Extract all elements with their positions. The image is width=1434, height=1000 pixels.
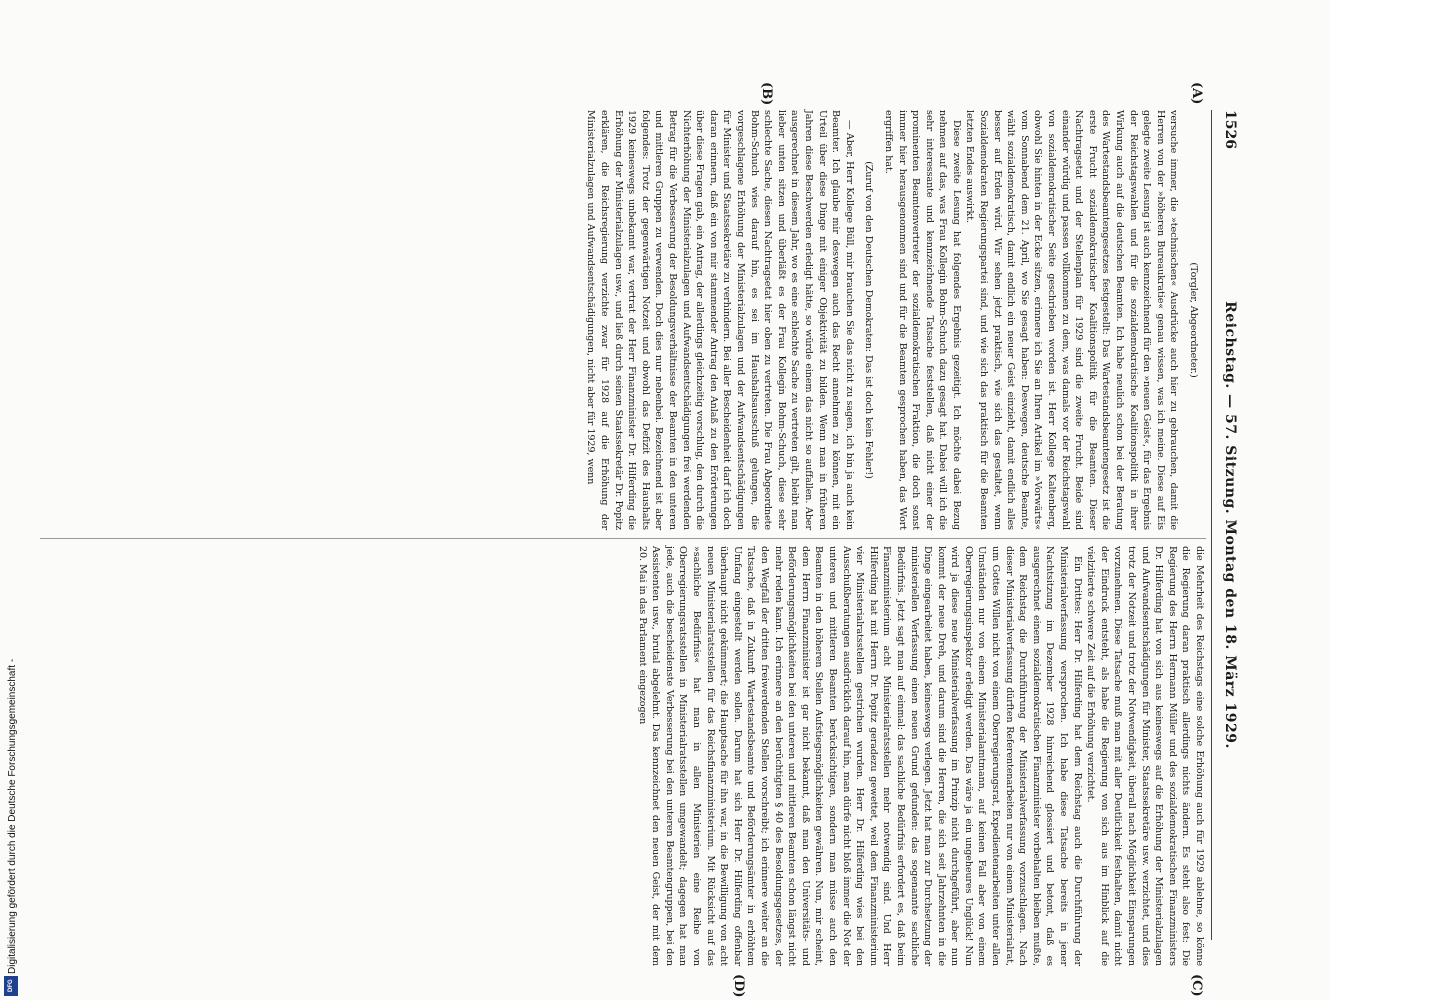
column-divider bbox=[40, 538, 1206, 539]
margin-marker-c: (C) bbox=[1189, 974, 1204, 997]
margin-marker-b: (B) bbox=[759, 82, 774, 106]
margin-marker-a: (A) bbox=[1189, 82, 1204, 105]
page-title: Reichstag. — 57. Sitzung. Montag den 18. März 1929. bbox=[1222, 301, 1238, 749]
page-number: 1526 bbox=[1222, 110, 1238, 149]
interjection: (Zuruf von den Deutschen Demokraten: Das ist doch kein Fehler!) bbox=[863, 161, 875, 479]
paragraph: die Mehrheit des Reichstags eine solche Erhöhung auch für 1929 ablehne, so könne die Regierung daran praktisch allerdings nichts ändern. Es steht also fest: Die Regierung des Herrn Hermann Müller und des sozialdemokratischen Finanzministers Dr. Hilferding hat von sich aus keineswegs auf die Erhöhung der Ministerialzulagen und Aufwandsentschädigungen für Minister, Staatssekretäre usw. verzichtet, und dies trotz der Notzeit und trotz der Notwendigkeit, überall nach Möglichkeit Einsparungen vorzunehmen. Diese Tatsache muß man mit aller Deutlichkeit festhalten, damit nicht der Eindruck entsteht, als habe die Regierung von sich aus im Hinblick auf die vielzitierte schwere Zeit auf die Erhöhung verzichtet. bbox=[1085, 546, 1205, 966]
margin-marker-d: (D) bbox=[731, 974, 746, 998]
speaker-line: (Torgler, Abgeordneter.) bbox=[1188, 262, 1199, 378]
header-rule bbox=[1211, 110, 1212, 940]
paragraph: Ein Drittes: Herr Dr. Hilferding hat dem Reichstag auch die Durchführung der Ministerialverfassung versprochen. Ich habe diese Tatsache bereits in jener Nachtsitzung im Dezember 1928 hinreichend glossiert und betont, daß es ausgerechnet einem sozialdemokratischen Finanzminister vorbehalten bleiben mußte, dem Reichstag die Durchführung der Ministerialverfassung vorzuschlagen. Nach dieser Ministerialverfassung dürften Referentenarbeiten nur von einem Ministerialrat, um Gottes Willen nicht von einem Oberregierungsrat, Expedientenarbeiten unter allen Umständen nur von einem Ministerialamtmann, auf keinen Fall aber von einem Oberregierungsinspektor erledigt werden. Das wäre ja ein ungeheures Unglück! Nun wird ja diese neue Ministerialverfassung im Prinzip nicht durchgeführt, aber nun kommt der neue Dreh, und darum sind die Herren, die sich seit Jahrzehnten in die Dinge eingearbeitet haben, keineswegs verlegen. Jetzt hat man zur Durchsetzung der ministeriellen Verfassung einen neuen Grund gefunden: das sogenannte sachliche Bedürfnis. Jetzt sagt man auf einmal: das sachliche Bedürfnis erfordert es, daß beim Finanzministerium acht Ministerialratsstellen mehr notwendig sind. Und Herr Hilferding hat mit Herrn Dr. Popitz geradezu gewettet, weil dem Finanzministerium vier Ministerialratsstellen gestrichen wurden. Herr Dr. Hilferding wies bei den Ausschußberatungen ausdrücklich darauf hin, man dürfe nicht bloß immer die Not der unteren und mittleren Beamten berücksichtigen, sondern man müsse auch den Beamten in den höheren Stellen Aufstiegsmöglichkeiten gewähren. Nun, mir scheint, dem Herrn Finanzminister ist gar nicht bekannt, daß man den Universitäts- und Beförderungsmöglichkeiten bei den unteren und mittleren Beamten schon längst nicht mehr reden kann. Ich erinnere an den berüchtigten § 40 des Besoldungsgesetzes, der den Wegfall der dritten freiwerdenden Stellen vorschreibt; ich erinnere weiter an die Tatsache, daß in Zukunft Wartestandsbeamte und Beförderungsämter in erhöhtem Umfang eingestellt werden sollen. Darum hat sich Herr Dr. Hilferding offenbar überhaupt nicht gekümmert; die Hauptsache für ihn war, in die Bewilligung von acht neuen Ministerialratsstellen für das Reichsfinanzministerium. Mit Rücksicht auf das »sachliche Bedürfnis« hat man in allen Ministerien eine Reihe von Oberregierungsratsstellen in Ministerialratsstellen umgewandelt; dagegen hat man jede, auch die bescheidenste Verbesserung bei den unteren Beamtengruppen, bei den Assistenten usw., brutal abgelehnt. Das kennzeichnet den neuen Geist, der mit dem 20. Mai in das Parlament eingezogen bbox=[636, 546, 1083, 966]
right-column bbox=[40, 546, 1206, 966]
left-column bbox=[40, 110, 1206, 530]
page-header bbox=[1214, 110, 1238, 940]
dfg-logo-icon: DFG bbox=[4, 976, 18, 996]
paragraph: Diese zweite Lesung hat folgendes Ergebnis gezeitigt. Ich möchte dabei Bezug nehmen auf das, was Frau Kollegin Bohm-Schuch dazu gesagt hat. Dabei will ich die sehr interessante und kennzeichnende Tatsache feststellen, daß nicht einer der prominenten Beamtenvertreter der sozialdemokratischen Fraktion, die doch sonst immer hier herausgenommen sind und für die Beamten gesprochen haben, das Wort ergriffen hat. bbox=[882, 110, 962, 530]
footer-credit: Digitalisierung gefördert durch die Deutsche Forschungsgemeinschaft - bbox=[7, 658, 18, 974]
paragraph: — Aber, Herr Kollege Büll, mir brauchen Sie das nicht zu sagen, ich bin ja auch kein Beamter. Ich glaube mir deswegen auch das Recht annehmen zu können, mit ein Urteil über diese Dinge mit einiger Objektivität zu bilden. Wenn man in früheren Jahren diese Beschwerden erledigt hätte, so würde einem das nicht so auffallen. Aber ausgerechnet in diesem Jahr, wo es eine schlechte Sache zu vertreten gilt, bleibt man lieber unten sitzen und überläßt es der Frau Kollegin Bohm-Schuch, diese sehr schlechte Sache, diesen Nachtragsetat hier oben zu vertreten. Die Frau Abgeordnete Bohm-Schuch wies darauf hin, es sei im Haushaltsausschuß gelungen, die vorgeschlagene Erhöhung der Ministerialzulagen und der Aufwandsentschädigungen für Minister und Staatssekretäre zu verhindern. Bei aller Bescheidenheit darf ich doch daran erinnern, daß ein von mir stammender Antrag den Anlaß zu den Erörterungen über diese Fragen gab, ein Antrag, der allerdings gleichzeitig vorschlug, den durch die Nichterhöhung der Ministerialzulagen und Aufwandsentschädigungen frei werdenden Betrag für die Verbesserung der Besoldungsverhältnisse der Beamten in den unteren und mittleren Gruppen zu verwenden. Doch dies nur nebenbei. Bezeichnend ist aber folgendes: Trotz der gegenwärtigen Notzeit und obwohl das Defizit des Haushalts 1929 keineswegs unbekannt war, vertrat der Herr Finanzminister Dr. Hilferding die Erhöhung der Ministerialzulagen usw., und ließ durch seinen Staatssekretär Dr. Popitz erklären, die Reichsregierung verzichte zwar für 1928 auf die Erhöhung der Ministerialzulagen und Aufwandsentschädigungen, nicht aber für 1929, wenn bbox=[585, 110, 855, 530]
digitization-footer bbox=[2, 8, 20, 998]
paragraph: versuche immer, die »technischen« Ausdrücke auch hier zu gebrauchen, damit die Herren von der »höheren Bureaukratie« genau wissen, was ich meine. Diese auf Eis gelegte zweite Lesung ist auch kennzeichnend für den »neuen Geist«, für das Ergebnis der Reichstagswahlen und für die sozialdemokratische Koalitionspolitik in ihrer Wirkung auch auf die deutschen Beamten. Ich habe neulich schon bei der Beratung des Wartestandsbeamtengesetzes festgestellt: Das Wartestandsbeamtengesetz ist die erste Frucht sozialdemokratischer Koalitionspolitik für die Beamten. Dieser Nachtragsetat und der Stellenplan für 1929 sind die zweite Frucht. Beide sind einander würdig und passen vollkommen zu dem, was damals vor der Reichstagswahl von sozialdemokratischer Seite geschrieben worden ist. Herr Kollege Kaltenberg, obwohl Sie hinten in der Ecke sitzen, erinnere ich Sie an Ihren Artikel im »Vorwärts« vom Sonnabend dem 21. April, wo Sie gesagt haben: Deswegen, deutsche Beamte, wählt sozialdemokratisch, damit endlich ein neuer Geist einzieht, damit endlich alles besser auf Erden wird. Wir sehen jetzt praktisch, wie sich das gestaltet, wenn Sozialdemokraten Regierungspartei sind, und wie sich das praktisch für die Beamten letzten Endes auswirkt. bbox=[964, 110, 1180, 530]
